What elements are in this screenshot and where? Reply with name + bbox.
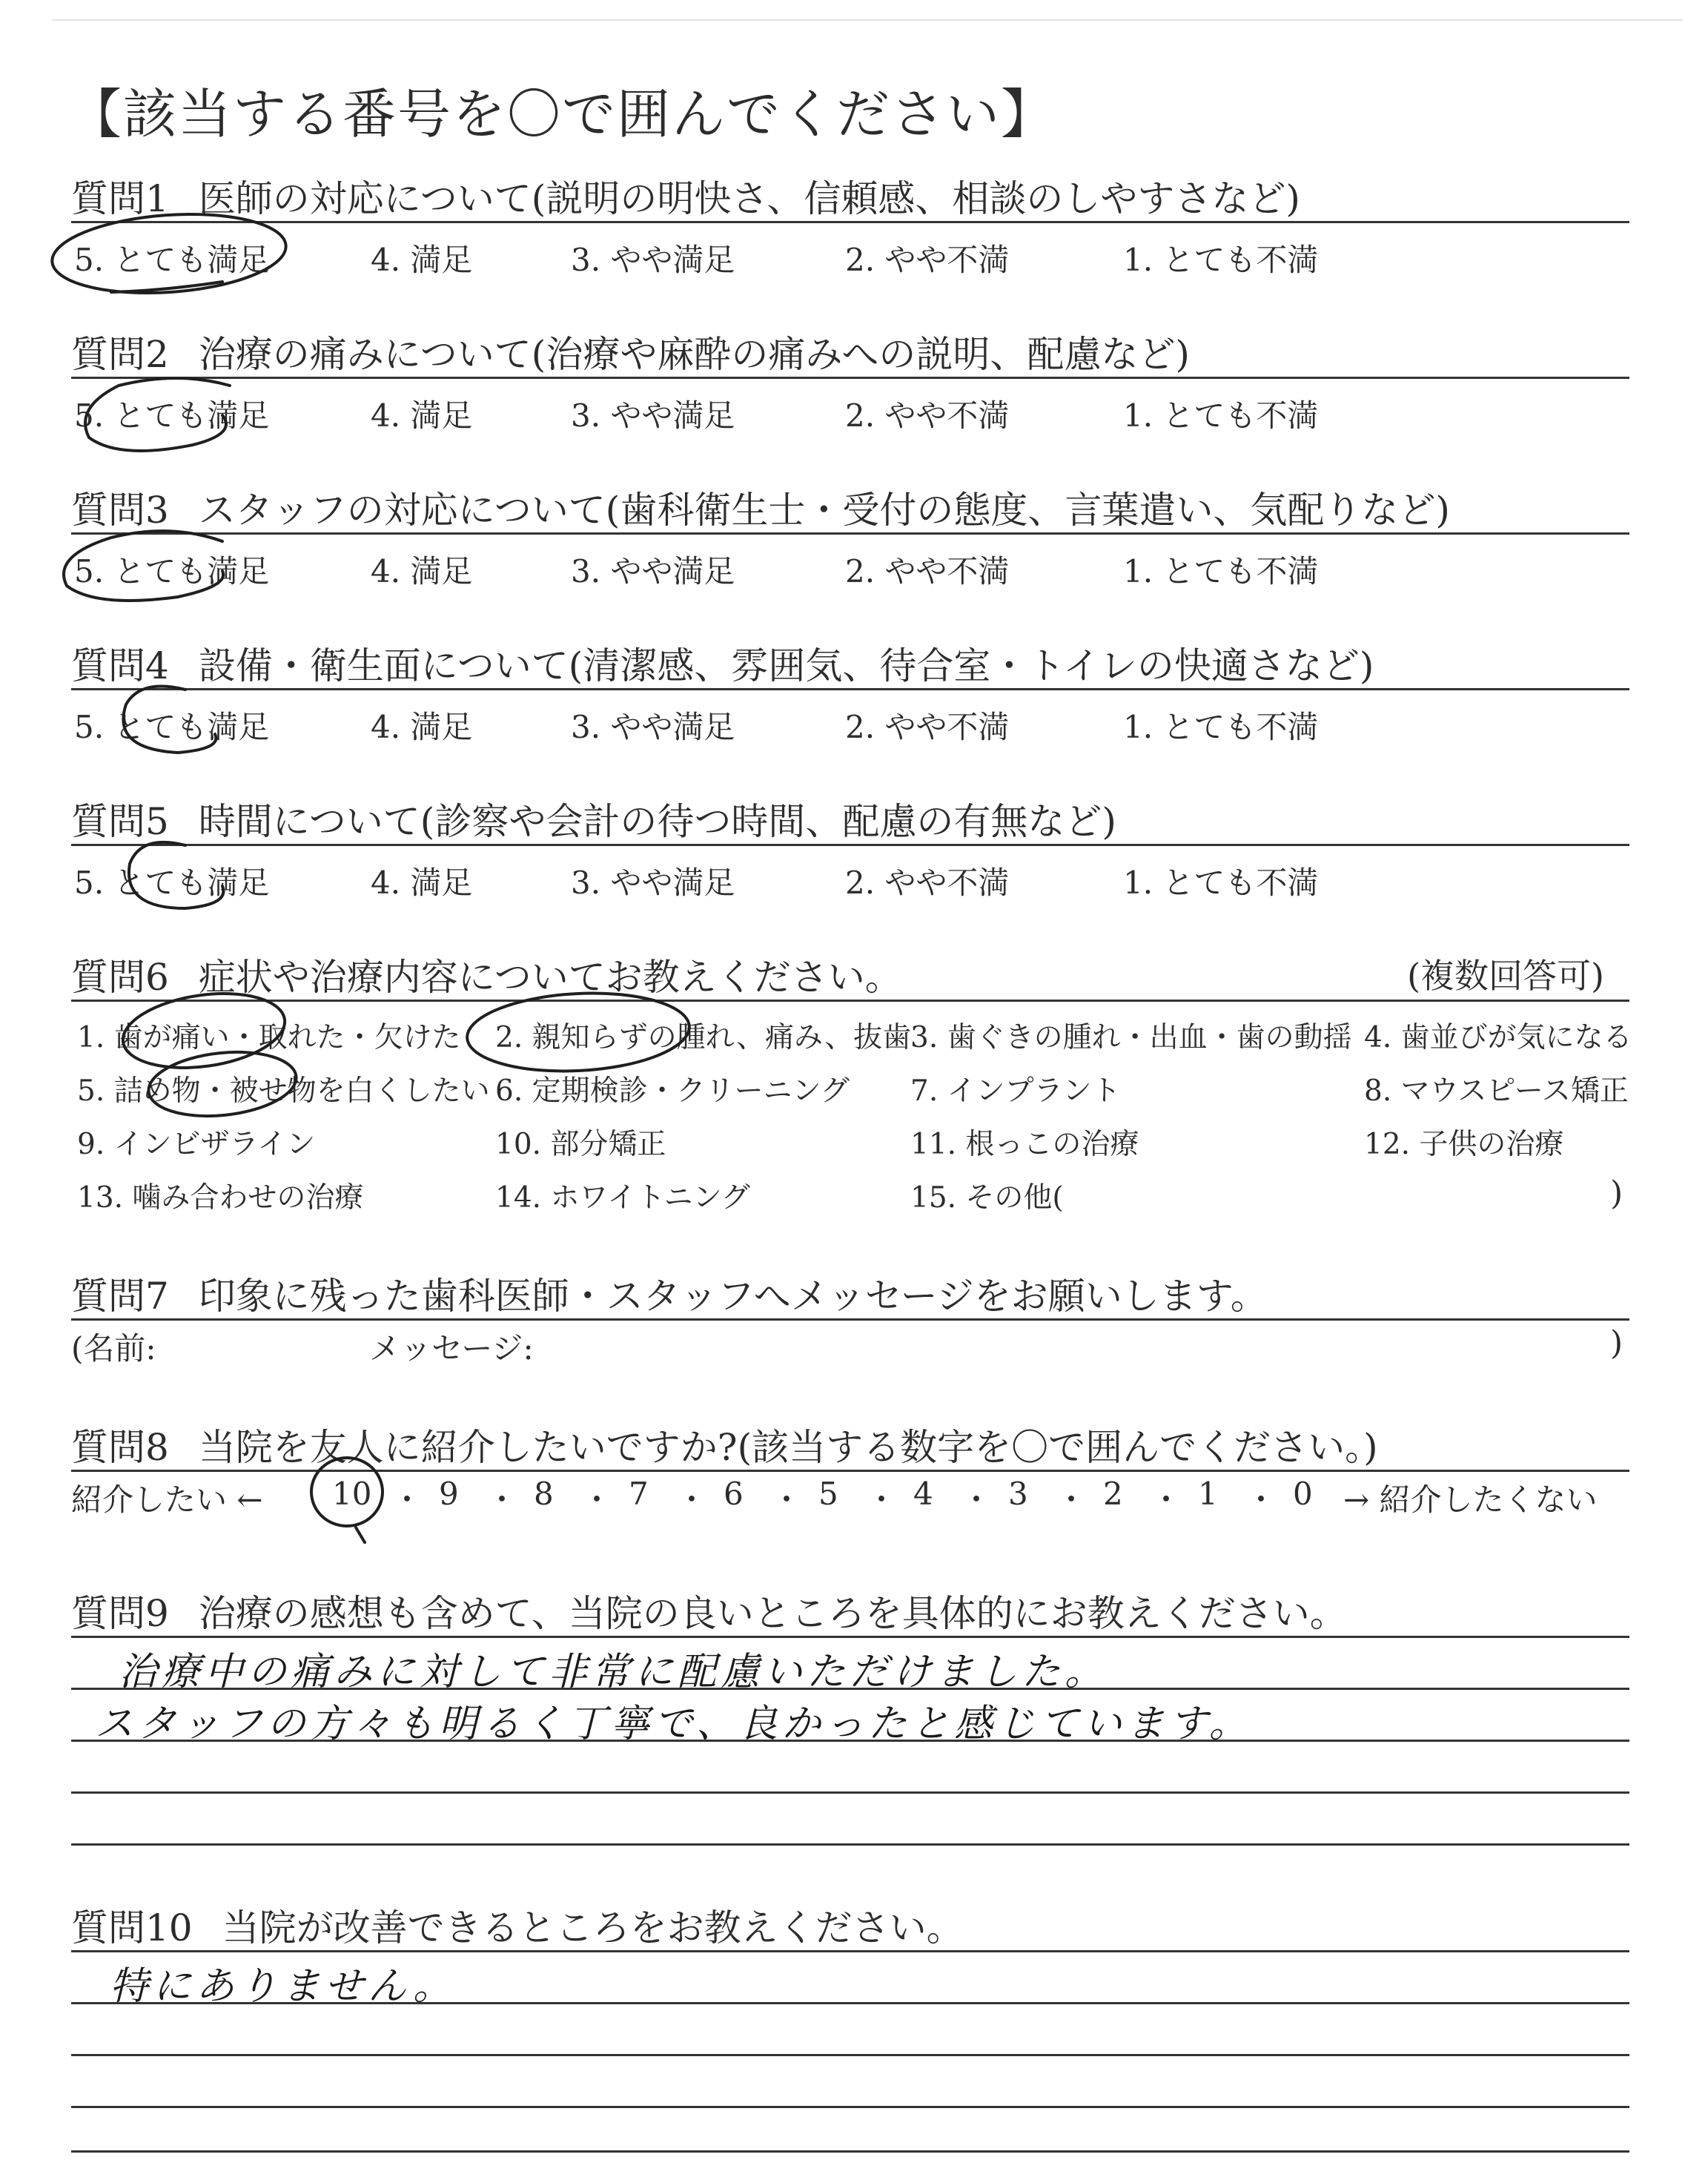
q8-scale-3[interactable]: 3	[1008, 1476, 1028, 1512]
question-text: 時間について(診察や会計の待つ時間、配慮の有無など)	[198, 800, 1116, 843]
q8-circle-tail	[356, 1527, 365, 1542]
question-rule	[71, 221, 1629, 223]
q8-scale-separator: ・	[391, 1482, 423, 1518]
q6-option-7[interactable]: 7. インプラント	[910, 1074, 1121, 1108]
rating-option-4[interactable]: 4. 満足	[371, 553, 473, 589]
answer-line	[71, 1791, 1629, 1794]
rating-option-4[interactable]: 4. 満足	[371, 242, 473, 278]
answer-line	[71, 1950, 1629, 1952]
question-4	[71, 636, 1374, 690]
q8-scale-6[interactable]: 6	[724, 1476, 744, 1512]
question-3	[71, 480, 1450, 534]
q6-option-8[interactable]: 8. マウスピース矯正	[1364, 1074, 1629, 1108]
q8-scale-0[interactable]: 0	[1293, 1476, 1313, 1512]
q6-option-1[interactable]: 1. 歯が痛い・取れた・欠けた	[77, 1021, 461, 1054]
q8-scale-separator: ・	[771, 1482, 803, 1518]
question-number: 質問10	[71, 1906, 193, 1949]
q6-option-15[interactable]: 15. その他(	[910, 1181, 1064, 1215]
question-2	[71, 325, 1190, 378]
question-text: 症状や治療内容についてお教えください。	[198, 956, 902, 999]
question-rule	[71, 377, 1629, 379]
q8-scale-4[interactable]: 4	[913, 1476, 933, 1512]
question-number: 質問7	[71, 1275, 169, 1318]
q8-scale-separator: ・	[866, 1482, 898, 1518]
rating-option-5[interactable]: 5. とても満足	[74, 865, 270, 901]
q1-circle-tail	[111, 282, 222, 292]
question-10	[71, 1898, 964, 1952]
rating-option-2[interactable]: 2. やや不満	[845, 709, 1010, 745]
q6-option-10[interactable]: 10. 部分矯正	[495, 1128, 666, 1161]
q8-scale-5[interactable]: 5	[818, 1476, 838, 1512]
q8-scale-separator: ・	[1151, 1482, 1182, 1518]
q6-option-12[interactable]: 12. 子供の治療	[1364, 1128, 1564, 1161]
q6-option-9[interactable]: 9. インビザライン	[77, 1128, 316, 1161]
question-number: 質問1	[71, 177, 169, 220]
q7-message-label: メッセージ:	[369, 1330, 534, 1367]
question-number: 質問8	[71, 1426, 169, 1469]
question-8	[71, 1418, 1378, 1471]
question-text: 治療の感想も含めて、当院の良いところを具体的にお教えください。	[198, 1592, 1347, 1635]
rating-option-1[interactable]: 1. とても不満	[1123, 397, 1319, 434]
rating-option-3[interactable]: 3. やや満足	[571, 865, 735, 901]
question-rule	[71, 1470, 1629, 1472]
rating-option-4[interactable]: 4. 満足	[371, 397, 473, 434]
q8-scale-1[interactable]: 1	[1198, 1476, 1218, 1512]
question-9	[71, 1584, 1347, 1637]
q6-option-11[interactable]: 11. 根っこの治療	[910, 1128, 1139, 1161]
rating-option-3[interactable]: 3. やや満足	[571, 553, 735, 589]
q8-scale-separator: ・	[581, 1482, 613, 1518]
multiple-answer-note: (複数回答可)	[1407, 956, 1604, 996]
q6-option-13[interactable]: 13. 噛み合わせの治療	[77, 1181, 364, 1215]
answer-line	[71, 1740, 1629, 1742]
q6-option-4[interactable]: 4. 歯並びが気になる	[1364, 1021, 1632, 1054]
q6-other-close: )	[1610, 1175, 1623, 1212]
rating-option-5[interactable]: 5. とても満足	[74, 709, 270, 745]
question-number: 質問3	[71, 489, 169, 532]
question-text: 当院が改善できるところをお教えください。	[222, 1906, 964, 1949]
question-7	[71, 1266, 1268, 1320]
rating-option-1[interactable]: 1. とても不満	[1123, 242, 1319, 278]
answer-line	[71, 1636, 1629, 1638]
q8-scale-2[interactable]: 2	[1103, 1476, 1123, 1512]
q8-scale-separator: ・	[961, 1482, 993, 1518]
question-rule	[71, 1000, 1629, 1002]
rating-option-3[interactable]: 3. やや満足	[571, 242, 735, 278]
rating-option-1[interactable]: 1. とても不満	[1123, 709, 1319, 745]
q8-scale-separator: ・	[1056, 1482, 1088, 1518]
q9-handwritten-answer-1: 治療中の痛みに対して非常に配慮いただけました。	[119, 1650, 1108, 1694]
q6-option-5[interactable]: 5. 詰め物・被せ物を白くしたい	[77, 1074, 490, 1108]
top-edge-line	[52, 19, 1683, 21]
q8-right-label: → 紹介したくない	[1343, 1482, 1598, 1518]
question-rule	[71, 532, 1629, 535]
q7-name-label: (名前:	[71, 1330, 156, 1367]
rating-option-4[interactable]: 4. 満足	[371, 865, 473, 901]
question-rule	[71, 1318, 1629, 1321]
q8-left-label: 紹介したい ←	[71, 1482, 263, 1518]
q6-option-2[interactable]: 2. 親知らずの腫れ、痛み、抜歯	[495, 1021, 912, 1054]
answer-line	[71, 2150, 1629, 2153]
q8-scale-10[interactable]: 10	[332, 1476, 372, 1512]
q8-scale-8[interactable]: 8	[534, 1476, 554, 1512]
rating-option-5[interactable]: 5. とても満足	[74, 242, 270, 278]
question-number: 質問9	[71, 1592, 169, 1635]
question-text: 医師の対応について(説明の明快さ、信頼感、相談のしやすさなど)	[198, 177, 1300, 220]
rating-option-3[interactable]: 3. やや満足	[571, 397, 735, 434]
rating-option-2[interactable]: 2. やや不満	[845, 242, 1010, 278]
answer-line	[71, 1843, 1629, 1846]
question-5	[71, 792, 1116, 845]
question-text: 当院を友人に紹介したいですか?(該当する数字を〇で囲んでください。)	[198, 1426, 1378, 1469]
rating-option-4[interactable]: 4. 満足	[371, 709, 473, 745]
question-text: 設備・衛生面について(清潔感、雰囲気、待合室・トイレの快適さなど)	[198, 644, 1374, 687]
question-number: 質問5	[71, 800, 169, 843]
rating-option-2[interactable]: 2. やや不満	[845, 553, 1010, 589]
rating-option-1[interactable]: 1. とても不満	[1123, 865, 1319, 901]
q6-option-3[interactable]: 3. 歯ぐきの腫れ・出血・歯の動揺	[910, 1021, 1352, 1054]
answer-line	[71, 1688, 1629, 1690]
answer-line	[71, 2106, 1629, 2108]
q8-scale-separator: ・	[676, 1482, 708, 1518]
question-6	[71, 948, 902, 1001]
answer-line	[71, 2002, 1629, 2004]
question-text: スタッフの対応について(歯科衛生士・受付の態度、言葉遣い、気配りなど)	[198, 489, 1450, 532]
rating-option-5[interactable]: 5. とても満足	[74, 397, 270, 434]
question-number: 質問2	[71, 333, 169, 376]
question-text: 治療の痛みについて(治療や麻酔の痛みへの説明、配慮など)	[198, 333, 1190, 376]
question-1	[71, 169, 1300, 222]
q8-scale-separator: ・	[486, 1482, 518, 1518]
question-rule	[71, 844, 1629, 846]
rating-option-2[interactable]: 2. やや不満	[845, 397, 1010, 434]
form-instruction-header: 【該当する番号を〇で囲んでください】	[68, 83, 1056, 145]
question-rule	[71, 688, 1629, 690]
q8-scale-7[interactable]: 7	[629, 1476, 649, 1512]
q8-scale-separator: ・	[1245, 1482, 1277, 1518]
q9-handwritten-answer-2: スタッフの方々も明るく丁寧で、良かったと感じています。	[95, 1702, 1252, 1746]
rating-option-3[interactable]: 3. やや満足	[571, 709, 735, 745]
answer-line	[71, 2054, 1629, 2056]
question-number: 質問4	[71, 644, 169, 687]
question-text: 印象に残った歯科医師・スタッフへメッセージをお願いします。	[198, 1275, 1268, 1318]
q6-option-6[interactable]: 6. 定期検診・クリーニング	[495, 1074, 850, 1108]
q6-option-14[interactable]: 14. ホワイトニング	[495, 1181, 750, 1215]
question-number: 質問6	[71, 956, 169, 999]
q7-close: )	[1610, 1324, 1623, 1362]
rating-option-1[interactable]: 1. とても不満	[1123, 553, 1319, 589]
rating-option-2[interactable]: 2. やや不満	[845, 865, 1010, 901]
q8-scale-9[interactable]: 9	[439, 1476, 459, 1512]
rating-option-5[interactable]: 5. とても満足	[74, 553, 270, 589]
q10-handwritten-answer: 特にありません。	[110, 1964, 457, 2009]
